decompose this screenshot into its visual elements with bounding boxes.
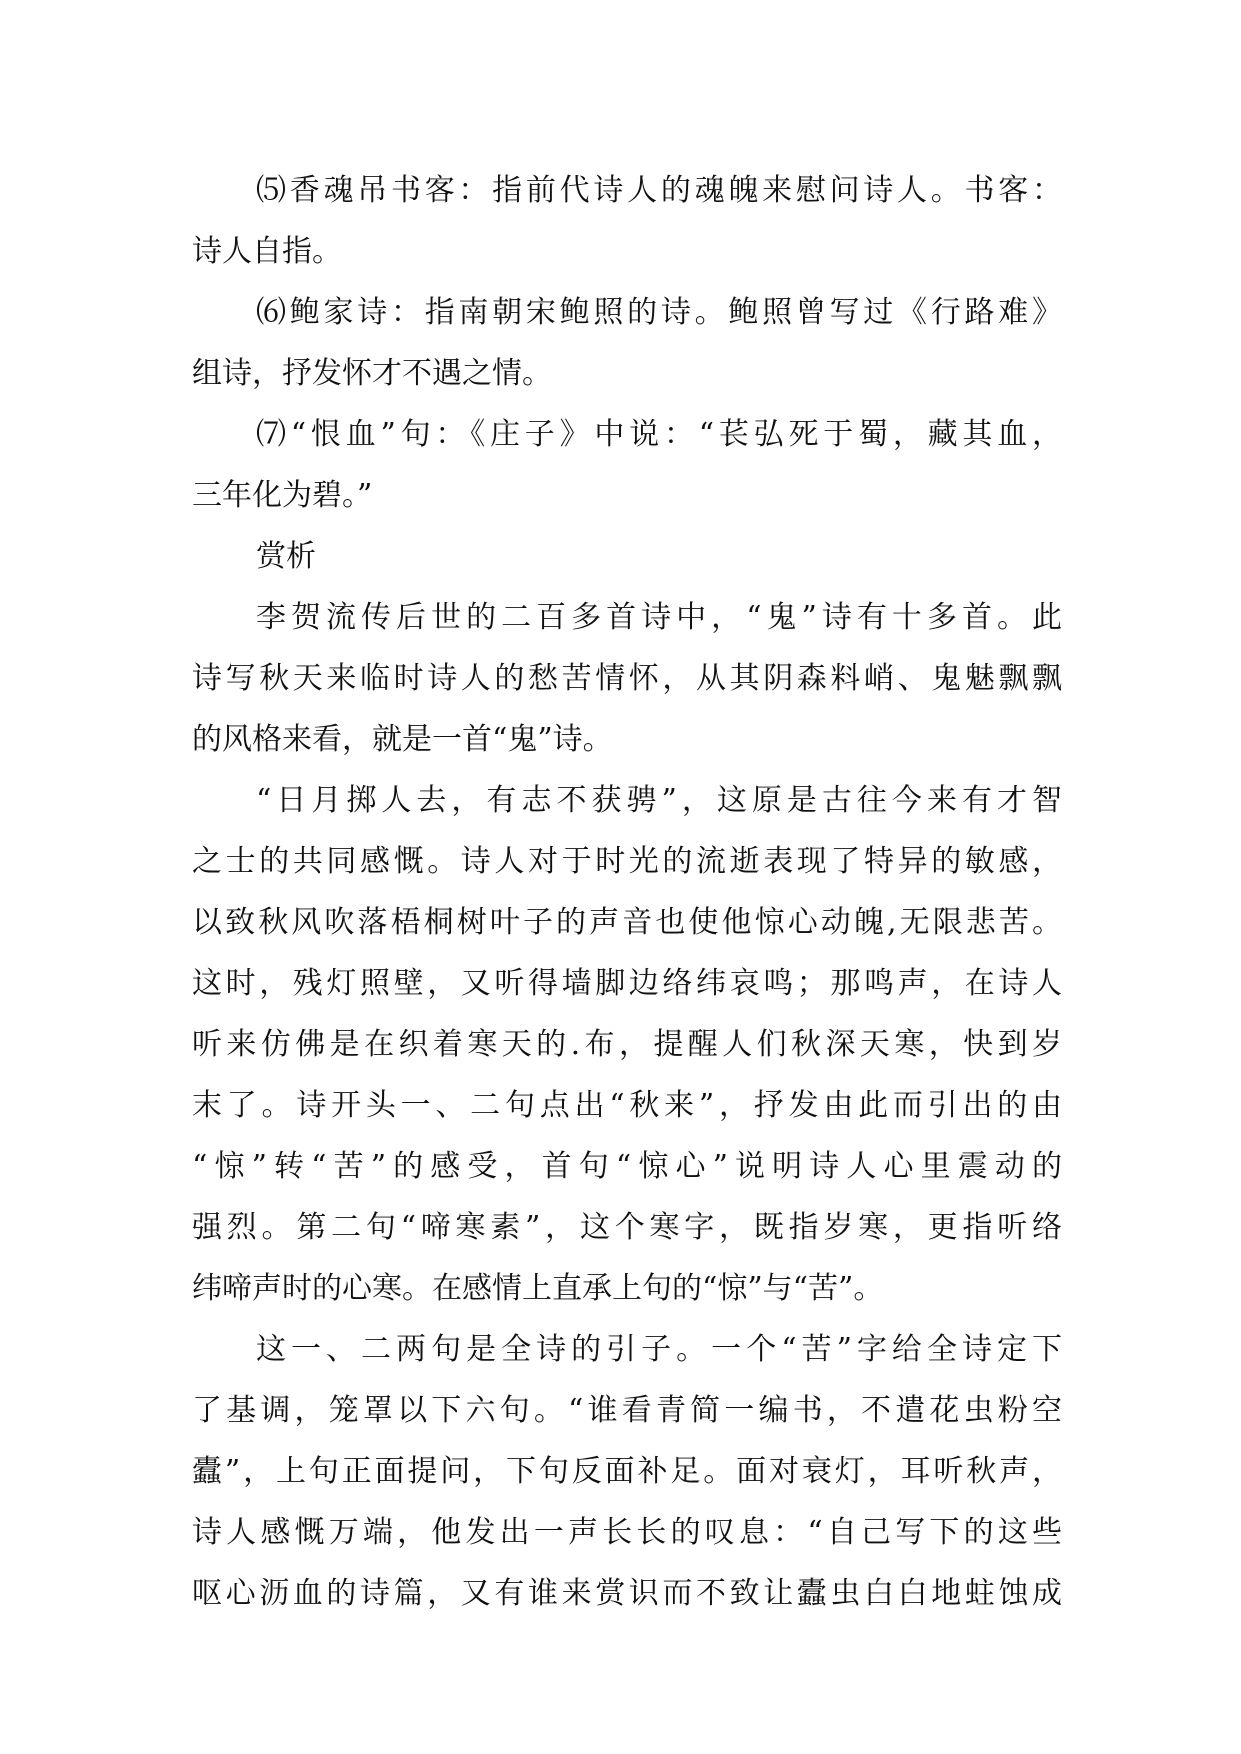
text-line: 蠹”，上句正面提问，下句反面补足。面对衰灯，耳听秋声， xyxy=(192,1454,1062,1489)
note-5 xyxy=(192,160,1062,282)
text-line: 诗写秋天来临时诗人的愁苦情怀，从其阴森料峭、鬼魅飘飘 xyxy=(192,661,1062,696)
text-line: 之士的共同感慨。诗人对于时光的流逝表现了特异的敏感， xyxy=(192,844,1062,879)
text-line: 以致秋风吹落梧桐树叶子的声音也使他惊心动魄,无限悲苦。 xyxy=(192,905,1062,940)
note-7 xyxy=(192,404,1062,526)
text-line: 的风格来看，就是一首“鬼”诗。 xyxy=(192,722,613,757)
appreciation-paragraph-2 xyxy=(192,770,1062,1319)
text-line: 三年化为碧。” xyxy=(192,478,373,513)
text-line: ⑹鲍家诗：指南朝宋鲍照的诗。鲍照曾写过《行路难》 xyxy=(256,295,1062,330)
text-line: 了基调，笼罩以下六句。“谁看青简一编书，不遣花虫粉空 xyxy=(192,1393,1062,1428)
text-line: 听来仿佛是在织着寒天的.布，提醒人们秋深天寒，快到岁 xyxy=(192,1027,1062,1062)
text-line: ⑸香魂吊书客：指前代诗人的魂魄来慰问诗人。书客： xyxy=(256,173,1062,208)
text-line: 诗人自指。 xyxy=(192,234,342,269)
appreciation-paragraph-1 xyxy=(192,587,1062,770)
text-line: “惊”转“苦”的感受，首句“惊心”说明诗人心里震动的 xyxy=(192,1149,1062,1184)
text-line: 组诗，抒发怀才不遇之情。 xyxy=(192,356,552,391)
text-line: 纬啼声时的心寒。在感情上直承上句的“惊”与“苦”。 xyxy=(192,1271,884,1306)
note-6 xyxy=(192,282,1062,404)
text-line: 李贺流传后世的二百多首诗中，“鬼”诗有十多首。此 xyxy=(256,600,1062,635)
text-line: 强烈。第二句“啼寒素”，这个寒字，既指岁寒，更指听络 xyxy=(192,1210,1062,1245)
section-heading-appreciation xyxy=(192,526,1062,587)
text-line: 这时，残灯照壁，又听得墙脚边络纬哀鸣；那鸣声，在诗人 xyxy=(192,966,1062,1001)
text-line: 呕心沥血的诗篇，又有谁来赏识而不致让蠹虫白白地蛀蚀成 xyxy=(192,1576,1062,1611)
text-line: 这一、二两句是全诗的引子。一个“苦”字给全诗定下 xyxy=(256,1332,1062,1367)
text-line: “日月掷人去，有志不获骋”，这原是古往今来有才智 xyxy=(256,783,1062,818)
text-line: 末了。诗开头一、二句点出“秋来”，抒发由此而引出的由 xyxy=(192,1088,1062,1123)
section-heading: 赏析 xyxy=(256,539,316,574)
document-body xyxy=(192,160,1062,1624)
appreciation-paragraph-3 xyxy=(192,1319,1062,1624)
text-line: ⑺“恨血”句：《庄子》中说：“苌弘死于蜀，藏其血， xyxy=(256,417,1062,452)
text-line: 诗人感慨万端，他发出一声长长的叹息：“自己写下的这些 xyxy=(192,1515,1062,1550)
